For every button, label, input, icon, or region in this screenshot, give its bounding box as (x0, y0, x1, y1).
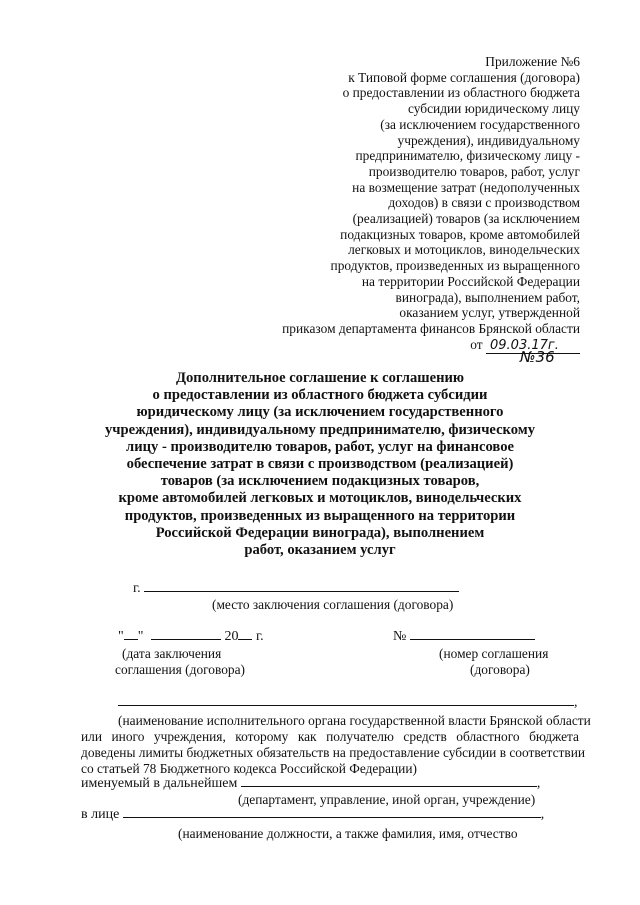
person-row (81, 806, 544, 823)
place-caption: (место заключения соглашения (договора) (212, 597, 454, 612)
title-line: обеспечение затрат в связи с производством (реализацией) (126, 456, 514, 473)
title-line: Дополнительное соглашение к соглашению (175, 370, 465, 386)
date-row (118, 628, 264, 645)
year-field[interactable] (238, 628, 252, 640)
person-label: в лице (81, 807, 120, 822)
appendix-line: к Типовой форме соглашения (договора) (348, 69, 580, 85)
appendix-date-value: 09.03.17г. (486, 339, 580, 354)
appendix-number: №36 (520, 348, 555, 366)
named-row (81, 775, 540, 792)
person-caption: (наименование должности, а также фамилия, имя, отчество (178, 826, 518, 841)
title-line: лицу - производителю товаров, работ, услуг на финансовое (126, 438, 514, 455)
place-row (133, 580, 459, 597)
appendix-date-prefix: от (470, 336, 483, 352)
organ-body-line: со статьей 78 Бюджетного кодекса Российской Федерации) (81, 761, 417, 776)
appendix-line: подакцизных товаров, кроме автомобилей (340, 226, 580, 242)
appendix-line: на территории Российской Федерации (361, 273, 580, 289)
title-line: товаров (за исключением подакцизных товаров, (160, 473, 480, 490)
appendix-line: Приложение №6 (485, 54, 580, 69)
year-prefix: 20 (224, 629, 239, 644)
person-trailing: , (540, 807, 545, 822)
appendix-line: оказанием услуг, утвержденной (399, 305, 580, 321)
organ-body-line: доведены лимиты бюджетных обязательств на предоставление субсидии в соответствии (81, 745, 586, 760)
date-caption-1: (дата заключения (122, 646, 222, 661)
date-caption-2: соглашения (договора) (115, 662, 246, 677)
organ-row (118, 694, 578, 711)
appendix-line: винограда), выполнением работ, (395, 289, 580, 305)
title-line: юридическому лицу (за исключением государственного (136, 404, 504, 421)
appendix-line: (реализацией) товаров (за исключением (352, 211, 580, 227)
appendix-line: продуктов, произведенных из выращенного (330, 258, 580, 274)
named-field[interactable] (241, 775, 537, 787)
quote-open: " (118, 629, 124, 644)
title-line: продуктов, произведенных из выращенного на территории (124, 507, 516, 524)
title-line: кроме автомобилей легковых и мотоциклов, винодельческих (118, 490, 522, 507)
appendix-line: легковых и мотоциклов, винодельческих (348, 242, 580, 258)
appendix-header (282, 54, 580, 354)
number-row (393, 628, 535, 645)
organ-body-line: или иного учреждения, которому как получателю средств областного бюджета (81, 729, 579, 744)
person-field[interactable] (123, 806, 541, 818)
title-line: учреждения), индивидуальному предпринимателю, физическому (104, 421, 536, 438)
appendix-line: доходов) в связи с производством (388, 195, 580, 211)
named-trailing: , (536, 776, 541, 791)
named-caption: (департамент, управление, иной орган, учреждение) (238, 792, 536, 807)
number-field[interactable] (410, 628, 535, 640)
appendix-line: производителю товаров, работ, услуг (368, 163, 580, 179)
place-prefix: г. (133, 581, 141, 596)
appendix-line: субсидии юридическому лицу (408, 101, 580, 117)
number-prefix: № (393, 629, 407, 644)
organ-field[interactable] (118, 694, 574, 706)
number-caption-1: (номер соглашения (439, 646, 549, 661)
appendix-line: предпринимателю, физическому лицу - (355, 148, 580, 164)
year-suffix: г. (255, 629, 264, 644)
appendix-line: учреждения), индивидуальному (397, 132, 580, 148)
title-line: Российской Федерации винограда), выполнением (155, 524, 485, 541)
month-field[interactable] (151, 628, 221, 640)
named-label: именуемый в дальнейшем (81, 776, 238, 791)
organ-caption: (наименование исполнительного органа государственной власти Брянской области (118, 713, 591, 728)
number-caption-2: (договора) (470, 662, 530, 677)
quote-close: " (137, 629, 144, 644)
appendix-line: приказом департамента финансов Брянской области (282, 320, 580, 336)
appendix-line: на возмещение затрат (недополученных (352, 179, 580, 195)
organ-trailing: , (574, 695, 578, 710)
appendix-line: (за исключением государственного (380, 116, 580, 132)
title-line: о предоставлении из областного бюджета субсидии (152, 387, 488, 404)
place-field[interactable] (144, 580, 459, 592)
document-title (80, 370, 560, 559)
title-line: работ, оказанием услуг (244, 542, 396, 559)
day-field[interactable] (124, 628, 138, 640)
appendix-line: о предоставлении из областного бюджета (342, 85, 580, 101)
